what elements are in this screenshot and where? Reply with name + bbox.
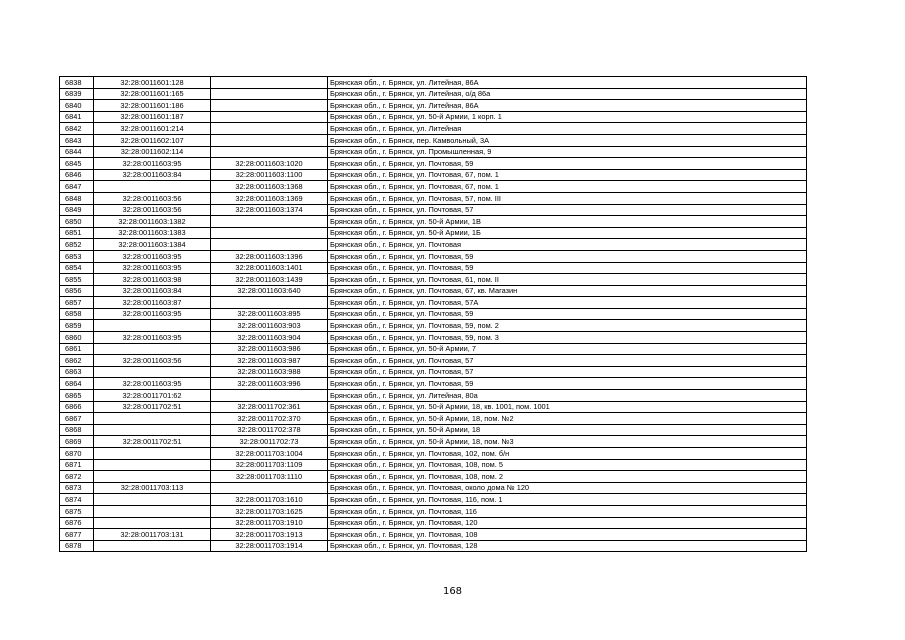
land-cadastral-number-cell: 32:28:0011703:131: [94, 529, 211, 541]
row-number-cell: 6851: [60, 227, 94, 239]
table-row: [60, 134, 807, 146]
object-cadastral-number-cell: 32:28:0011603:1401: [211, 262, 328, 274]
land-cadastral-number-cell: 32:28:0011702:51: [94, 401, 211, 413]
table-row: [60, 378, 807, 390]
address-cell: Брянская обл., г. Брянск, ул. 50-й Армии, 7: [328, 343, 807, 355]
table-row: [60, 158, 807, 170]
row-number-cell: 6878: [60, 540, 94, 552]
table-body: [60, 77, 807, 552]
table-row: [60, 436, 807, 448]
row-number-cell: 6840: [60, 100, 94, 112]
row-number-cell: 6856: [60, 285, 94, 297]
land-cadastral-number-cell: 32:28:0011702:51: [94, 436, 211, 448]
address-cell: Брянская обл., г. Брянск, ул. Почтовая, 57: [328, 366, 807, 378]
land-cadastral-number-cell: [94, 320, 211, 332]
land-cadastral-number-cell: 32:28:0011601:165: [94, 88, 211, 100]
land-cadastral-number-cell: 32:28:0011603:56: [94, 192, 211, 204]
table-row: [60, 424, 807, 436]
address-cell: Брянская обл., г. Брянск, ул. Почтовая, 67, кв. Магазин: [328, 285, 807, 297]
object-cadastral-number-cell: 32:28:0011603:988: [211, 366, 328, 378]
land-cadastral-number-cell: [94, 540, 211, 552]
table-row: [60, 332, 807, 344]
table-row: [60, 123, 807, 135]
row-number-cell: 6838: [60, 77, 94, 89]
address-cell: Брянская обл., г. Брянск, ул. Почтовая, 59: [328, 250, 807, 262]
table-row: [60, 320, 807, 332]
address-cell: Брянская обл., г. Брянск, ул. Почтовая, 108, пом. 5: [328, 459, 807, 471]
land-cadastral-number-cell: 32:28:0011603:56: [94, 355, 211, 367]
table-row: [60, 146, 807, 158]
address-cell: Брянская обл., г. Брянск, ул. Почтовая, 108: [328, 529, 807, 541]
object-cadastral-number-cell: 32:28:0011603:640: [211, 285, 328, 297]
land-cadastral-number-cell: 32:28:0011603:84: [94, 285, 211, 297]
row-number-cell: 6860: [60, 332, 94, 344]
row-number-cell: 6872: [60, 471, 94, 483]
row-number-cell: 6862: [60, 355, 94, 367]
table-row: [60, 459, 807, 471]
table-row: [60, 494, 807, 506]
land-cadastral-number-cell: 32:28:0011603:95: [94, 262, 211, 274]
land-cadastral-number-cell: [94, 343, 211, 355]
address-cell: Брянская обл., г. Брянск, ул. Почтовая, 57, пом. III: [328, 192, 807, 204]
object-cadastral-number-cell: [211, 134, 328, 146]
land-cadastral-number-cell: [94, 471, 211, 483]
row-number-cell: 6876: [60, 517, 94, 529]
row-number-cell: 6845: [60, 158, 94, 170]
row-number-cell: 6857: [60, 297, 94, 309]
address-cell: Брянская обл., г. Брянск, ул. 50-й Армии, 1В: [328, 216, 807, 228]
table-row: [60, 239, 807, 251]
land-cadastral-number-cell: 32:28:0011603:95: [94, 250, 211, 262]
object-cadastral-number-cell: 32:28:0011603:895: [211, 308, 328, 320]
land-cadastral-number-cell: 32:28:0011603:95: [94, 158, 211, 170]
land-cadastral-number-cell: [94, 448, 211, 460]
land-cadastral-number-cell: 32:28:0011603:1383: [94, 227, 211, 239]
address-cell: Брянская обл., г. Брянск, ул. 50-й Армии, 1 корп. 1: [328, 111, 807, 123]
object-cadastral-number-cell: 32:28:0011703:1910: [211, 517, 328, 529]
table-row: [60, 100, 807, 112]
table-row: [60, 505, 807, 517]
land-cadastral-number-cell: [94, 505, 211, 517]
row-number-cell: 6865: [60, 390, 94, 402]
row-number-cell: 6844: [60, 146, 94, 158]
address-cell: Брянская обл., г. Брянск, ул. Почтовая, 59, пом. 2: [328, 320, 807, 332]
object-cadastral-number-cell: [211, 482, 328, 494]
table-row: [60, 390, 807, 402]
cadastral-table: [59, 76, 807, 552]
table-row: [60, 540, 807, 552]
row-number-cell: 6850: [60, 216, 94, 228]
object-cadastral-number-cell: [211, 123, 328, 135]
object-cadastral-number-cell: 32:28:0011703:1610: [211, 494, 328, 506]
object-cadastral-number-cell: 32:28:0011702:73: [211, 436, 328, 448]
row-number-cell: 6858: [60, 308, 94, 320]
object-cadastral-number-cell: 32:28:0011603:1020: [211, 158, 328, 170]
row-number-cell: 6854: [60, 262, 94, 274]
land-cadastral-number-cell: [94, 459, 211, 471]
land-cadastral-number-cell: 32:28:0011601:187: [94, 111, 211, 123]
object-cadastral-number-cell: [211, 227, 328, 239]
object-cadastral-number-cell: 32:28:0011603:1369: [211, 192, 328, 204]
address-cell: Брянская обл., г. Брянск, ул. Литейная, 86А: [328, 77, 807, 89]
row-number-cell: 6871: [60, 459, 94, 471]
row-number-cell: 6870: [60, 448, 94, 460]
address-cell: Брянская обл., г. Брянск, ул. Почтовая, 120: [328, 517, 807, 529]
land-cadastral-number-cell: 32:28:0011703:113: [94, 482, 211, 494]
table-row: [60, 285, 807, 297]
object-cadastral-number-cell: [211, 239, 328, 251]
object-cadastral-number-cell: 32:28:0011703:1625: [211, 505, 328, 517]
address-cell: Брянская обл., г. Брянск, ул. Почтовая, 61, пом. II: [328, 274, 807, 286]
object-cadastral-number-cell: 32:28:0011603:1368: [211, 181, 328, 193]
row-number-cell: 6873: [60, 482, 94, 494]
table-row: [60, 401, 807, 413]
row-number-cell: 6853: [60, 250, 94, 262]
table-row: [60, 308, 807, 320]
row-number-cell: 6859: [60, 320, 94, 332]
object-cadastral-number-cell: 32:28:0011603:1396: [211, 250, 328, 262]
land-cadastral-number-cell: 32:28:0011603:1382: [94, 216, 211, 228]
table-row: [60, 529, 807, 541]
table-row: [60, 355, 807, 367]
address-cell: Брянская обл., г. Брянск, ул. Почтовая, 59: [328, 262, 807, 274]
table-row: [60, 517, 807, 529]
object-cadastral-number-cell: [211, 146, 328, 158]
object-cadastral-number-cell: 32:28:0011703:1109: [211, 459, 328, 471]
table-row: [60, 448, 807, 460]
land-cadastral-number-cell: 32:28:0011603:56: [94, 204, 211, 216]
address-cell: Брянская обл., г. Брянск, ул. Почтовая, 116, пом. 1: [328, 494, 807, 506]
address-cell: Брянская обл., г. Брянск, ул. 50-й Армии, 18, кв. 1001, пом. 1001: [328, 401, 807, 413]
land-cadastral-number-cell: [94, 413, 211, 425]
object-cadastral-number-cell: [211, 100, 328, 112]
address-cell: Брянская обл., г. Брянск, ул. Литейная, о/д 86а: [328, 88, 807, 100]
row-number-cell: 6843: [60, 134, 94, 146]
table-row: [60, 413, 807, 425]
land-cadastral-number-cell: [94, 181, 211, 193]
object-cadastral-number-cell: 32:28:0011603:1100: [211, 169, 328, 181]
table-row: [60, 227, 807, 239]
object-cadastral-number-cell: [211, 216, 328, 228]
land-cadastral-number-cell: 32:28:0011602:107: [94, 134, 211, 146]
address-cell: Брянская обл., г. Брянск, ул. Почтовая, 57: [328, 355, 807, 367]
table-row: [60, 297, 807, 309]
table-row: [60, 169, 807, 181]
land-cadastral-number-cell: 32:28:0011701:62: [94, 390, 211, 402]
object-cadastral-number-cell: 32:28:0011603:1374: [211, 204, 328, 216]
row-number-cell: 6877: [60, 529, 94, 541]
land-cadastral-number-cell: [94, 424, 211, 436]
table-row: [60, 471, 807, 483]
table-row: [60, 343, 807, 355]
address-cell: Брянская обл., г. Брянск, ул. Почтовая, 59: [328, 308, 807, 320]
address-cell: Брянская обл., г. Брянск, ул. Литейная: [328, 123, 807, 135]
address-cell: Брянская обл., г. Брянск, ул. Почтовая, 116: [328, 505, 807, 517]
object-cadastral-number-cell: [211, 77, 328, 89]
row-number-cell: 6852: [60, 239, 94, 251]
object-cadastral-number-cell: 32:28:0011603:903: [211, 320, 328, 332]
row-number-cell: 6839: [60, 88, 94, 100]
table-row: [60, 111, 807, 123]
object-cadastral-number-cell: 32:28:0011603:986: [211, 343, 328, 355]
land-cadastral-number-cell: 32:28:0011601:186: [94, 100, 211, 112]
table-row: [60, 192, 807, 204]
row-number-cell: 6861: [60, 343, 94, 355]
land-cadastral-number-cell: 32:28:0011603:98: [94, 274, 211, 286]
table-row: [60, 366, 807, 378]
address-cell: Брянская обл., г. Брянск, ул. Почтовая, 102, пом. б/н: [328, 448, 807, 460]
address-cell: Брянская обл., г. Брянск, ул. Почтовая, 67, пом. 1: [328, 169, 807, 181]
row-number-cell: 6866: [60, 401, 94, 413]
object-cadastral-number-cell: [211, 88, 328, 100]
object-cadastral-number-cell: 32:28:0011703:1110: [211, 471, 328, 483]
row-number-cell: 6841: [60, 111, 94, 123]
row-number-cell: 6875: [60, 505, 94, 517]
object-cadastral-number-cell: 32:28:0011603:987: [211, 355, 328, 367]
table-row: [60, 181, 807, 193]
address-cell: Брянская обл., г. Брянск, ул. 50-й Армии, 18: [328, 424, 807, 436]
address-cell: Брянская обл., г. Брянск, ул. 50-й Армии, 1Б: [328, 227, 807, 239]
address-cell: Брянская обл., г. Брянск, ул. Почтовая: [328, 239, 807, 251]
row-number-cell: 6867: [60, 413, 94, 425]
address-cell: Брянская обл., г. Брянск, ул. 50-й Армии, 18, пом. №3: [328, 436, 807, 448]
address-cell: Брянская обл., г. Брянск, ул. Почтовая, 128: [328, 540, 807, 552]
land-cadastral-number-cell: 32:28:0011601:214: [94, 123, 211, 135]
address-cell: Брянская обл., г. Брянск, ул. Литейная, 80а: [328, 390, 807, 402]
object-cadastral-number-cell: 32:28:0011702:361: [211, 401, 328, 413]
object-cadastral-number-cell: 32:28:0011703:1004: [211, 448, 328, 460]
address-cell: Брянская обл., г. Брянск, ул. Почтовая, 59: [328, 378, 807, 390]
object-cadastral-number-cell: 32:28:0011702:370: [211, 413, 328, 425]
row-number-cell: 6863: [60, 366, 94, 378]
table-row: [60, 216, 807, 228]
object-cadastral-number-cell: [211, 390, 328, 402]
page-number: 168: [442, 586, 463, 597]
row-number-cell: 6874: [60, 494, 94, 506]
land-cadastral-number-cell: 32:28:0011603:1384: [94, 239, 211, 251]
table-row: [60, 274, 807, 286]
address-cell: Брянская обл., г. Брянск, ул. Почтовая, 59: [328, 158, 807, 170]
table-row: [60, 77, 807, 89]
row-number-cell: 6868: [60, 424, 94, 436]
table-row: [60, 262, 807, 274]
row-number-cell: 6842: [60, 123, 94, 135]
land-cadastral-number-cell: 32:28:0011603:84: [94, 169, 211, 181]
object-cadastral-number-cell: 32:28:0011702:378: [211, 424, 328, 436]
address-cell: Брянская обл., г. Брянск, ул. 50-й Армии, 18, пом. №2: [328, 413, 807, 425]
address-cell: Брянская обл., г. Брянск, ул. Почтовая, 108, пом. 2: [328, 471, 807, 483]
address-cell: Брянская обл., г. Брянск, ул. Почтовая, 57: [328, 204, 807, 216]
address-cell: Брянская обл., г. Брянск, ул. Почтовая, 57А: [328, 297, 807, 309]
object-cadastral-number-cell: 32:28:0011703:1913: [211, 529, 328, 541]
object-cadastral-number-cell: 32:28:0011603:904: [211, 332, 328, 344]
table-row: [60, 204, 807, 216]
object-cadastral-number-cell: [211, 297, 328, 309]
table-row: [60, 482, 807, 494]
object-cadastral-number-cell: 32:28:0011603:996: [211, 378, 328, 390]
land-cadastral-number-cell: 32:28:0011603:95: [94, 308, 211, 320]
address-cell: Брянская обл., г. Брянск, пер. Камвольный, 3А: [328, 134, 807, 146]
land-cadastral-number-cell: 32:28:0011601:128: [94, 77, 211, 89]
land-cadastral-number-cell: 32:28:0011603:95: [94, 378, 211, 390]
land-cadastral-number-cell: 32:28:0011602:114: [94, 146, 211, 158]
land-cadastral-number-cell: 32:28:0011603:87: [94, 297, 211, 309]
object-cadastral-number-cell: 32:28:0011603:1439: [211, 274, 328, 286]
row-number-cell: 6869: [60, 436, 94, 448]
table-row: [60, 88, 807, 100]
address-cell: Брянская обл., г. Брянск, ул. Литейная, 86А: [328, 100, 807, 112]
row-number-cell: 6849: [60, 204, 94, 216]
object-cadastral-number-cell: 32:28:0011703:1914: [211, 540, 328, 552]
land-cadastral-number-cell: [94, 494, 211, 506]
land-cadastral-number-cell: [94, 366, 211, 378]
row-number-cell: 6846: [60, 169, 94, 181]
address-cell: Брянская обл., г. Брянск, ул. Почтовая, около дома № 120: [328, 482, 807, 494]
address-cell: Брянская обл., г. Брянск, ул. Почтовая, 59, пом. 3: [328, 332, 807, 344]
row-number-cell: 6855: [60, 274, 94, 286]
land-cadastral-number-cell: 32:28:0011603:95: [94, 332, 211, 344]
row-number-cell: 6847: [60, 181, 94, 193]
row-number-cell: 6864: [60, 378, 94, 390]
land-cadastral-number-cell: [94, 517, 211, 529]
address-cell: Брянская обл., г. Брянск, ул. Промышленная, 9: [328, 146, 807, 158]
address-cell: Брянская обл., г. Брянск, ул. Почтовая, 67, пом. 1: [328, 181, 807, 193]
object-cadastral-number-cell: [211, 111, 328, 123]
row-number-cell: 6848: [60, 192, 94, 204]
table-row: [60, 250, 807, 262]
